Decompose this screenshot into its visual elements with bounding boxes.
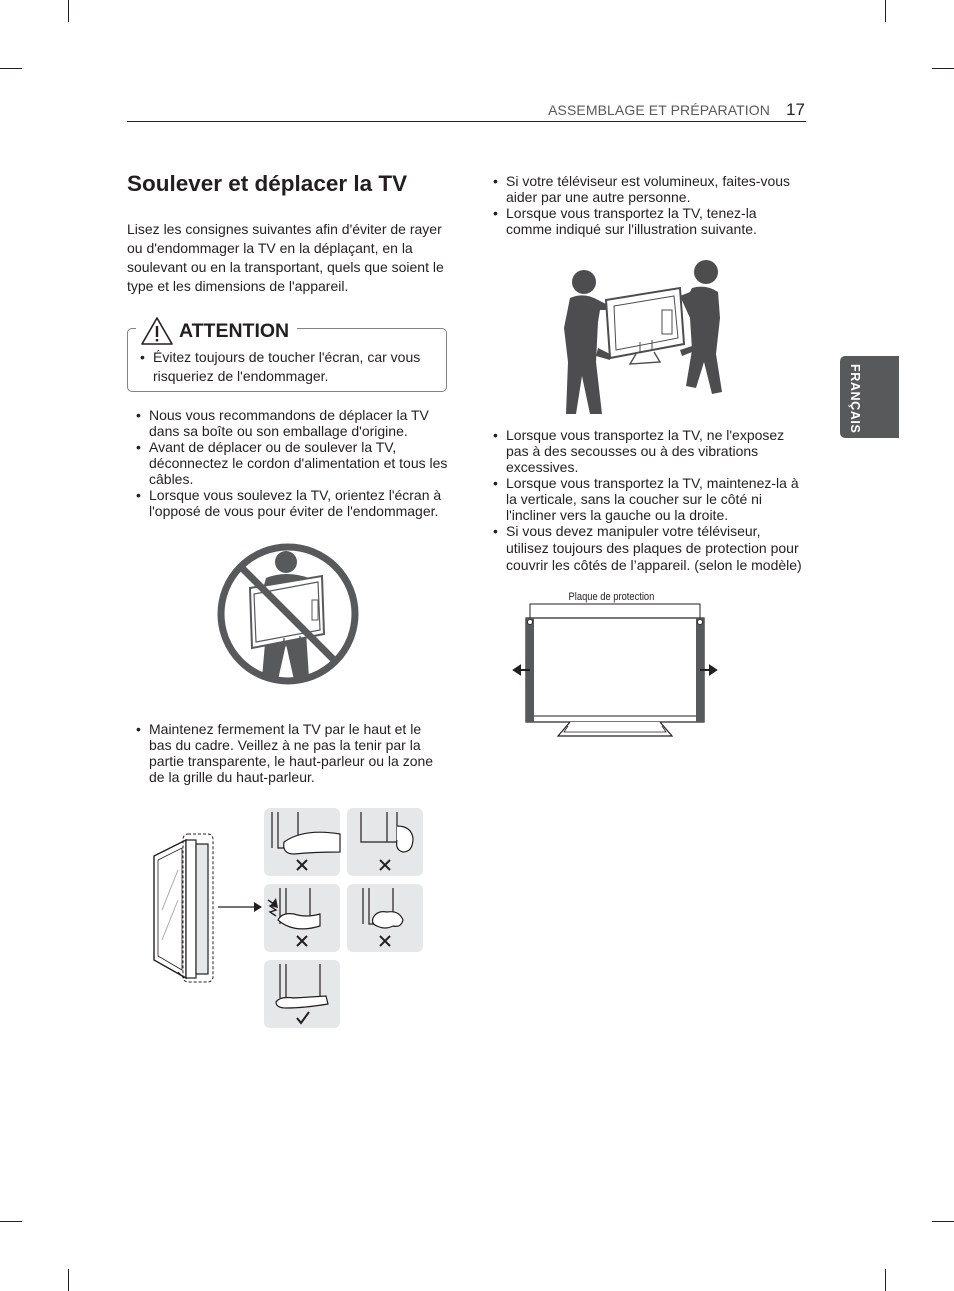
protection-plate-illustration: [510, 596, 720, 742]
tv-side-view-illustration: [148, 830, 268, 990]
crop-mark: [885, 0, 886, 22]
header-rule: [127, 121, 806, 122]
intro-text: Lisez les consignes suivantes afin d'éviter de rayer ou d'endommager la TV en la déplaçant, en la soulevant ou en la transportant, quels que soient le type et les dimensions de l'appareil.: [127, 221, 444, 294]
warning-triangle-icon: [140, 316, 174, 346]
two-person-carry-illustration: [562, 258, 728, 416]
crop-mark: [932, 68, 954, 69]
grip-panel-1: [264, 808, 340, 876]
grip-panel-5: [264, 960, 340, 1028]
crop-mark: [932, 1221, 954, 1222]
list-item: • Lorsque vous soulevez la TV, orientez l'écran à l'opposé de vous pour éviter de l'endommager.: [136, 487, 456, 519]
attention-list: [140, 348, 440, 386]
list-item: • Lorsque vous transportez la TV, ne l'exposez pas à des secousses ou à des vibrations excessives.: [493, 427, 803, 475]
left-bullet-list: [136, 407, 456, 519]
grip-panel-4: [347, 884, 423, 952]
crop-mark: [0, 1221, 22, 1222]
grip-panel-2: [347, 808, 423, 876]
list-item: • Si vous devez manipuler votre téléviseur, utilisez toujours des plaques de protection pour couvrir les côtés de l’appareil. (selon le modèle): [493, 523, 803, 574]
page-title: Soulever et déplacer la TV: [127, 171, 408, 196]
protection-plate-label: Plaque de protection: [566, 591, 657, 603]
list-item: • Lorsque vous transportez la TV, maintenez-la à la verticale, sans la coucher sur le côté ni l'incliner vers la gauche ou la droite.: [493, 475, 803, 523]
attention-title: ATTENTION: [179, 319, 290, 342]
running-header: ASSEMBLAGE ET PRÉPARATION: [548, 102, 770, 118]
grip-panel-3: [264, 884, 340, 952]
language-tab-label: FRANÇAIS: [848, 364, 862, 434]
list-item: • Nous vous recommandons de déplacer la TV dans sa boîte ou son emballage d'origine.: [136, 407, 456, 439]
attention-item: • Évitez toujours de toucher l'écran, car vous risqueriez de l'endommager.: [140, 348, 440, 386]
right-bullet-list-2: [493, 427, 803, 574]
list-item: • Maintenez fermement la TV par le haut et le bas du cadre. Veillez à ne pas la tenir par la partie transparente, le haut-parleur ou la zone de la grille du haut-parleur.: [136, 721, 446, 785]
prohibited-lifting-illustration: [214, 540, 362, 688]
page-number: 17: [786, 100, 805, 119]
list-item: • Avant de déplacer ou de soulever la TV, déconnectez le cordon d'alimentation et tous les câbles.: [136, 439, 456, 487]
list-item: • Lorsque vous transportez la TV, tenez-la comme indiqué sur l'illustration suivante.: [493, 205, 803, 237]
crop-mark: [68, 0, 69, 22]
left-bullet-list-2: [136, 721, 446, 785]
intro-paragraph: [127, 220, 457, 296]
list-item: • Si votre téléviseur est volumineux, faites-vous aider par une autre personne.: [493, 173, 803, 205]
attention-heading: [136, 316, 297, 346]
crop-mark: [0, 68, 22, 69]
right-bullet-list: [493, 173, 803, 237]
crop-mark: [68, 1269, 69, 1291]
crop-mark: [885, 1269, 886, 1291]
